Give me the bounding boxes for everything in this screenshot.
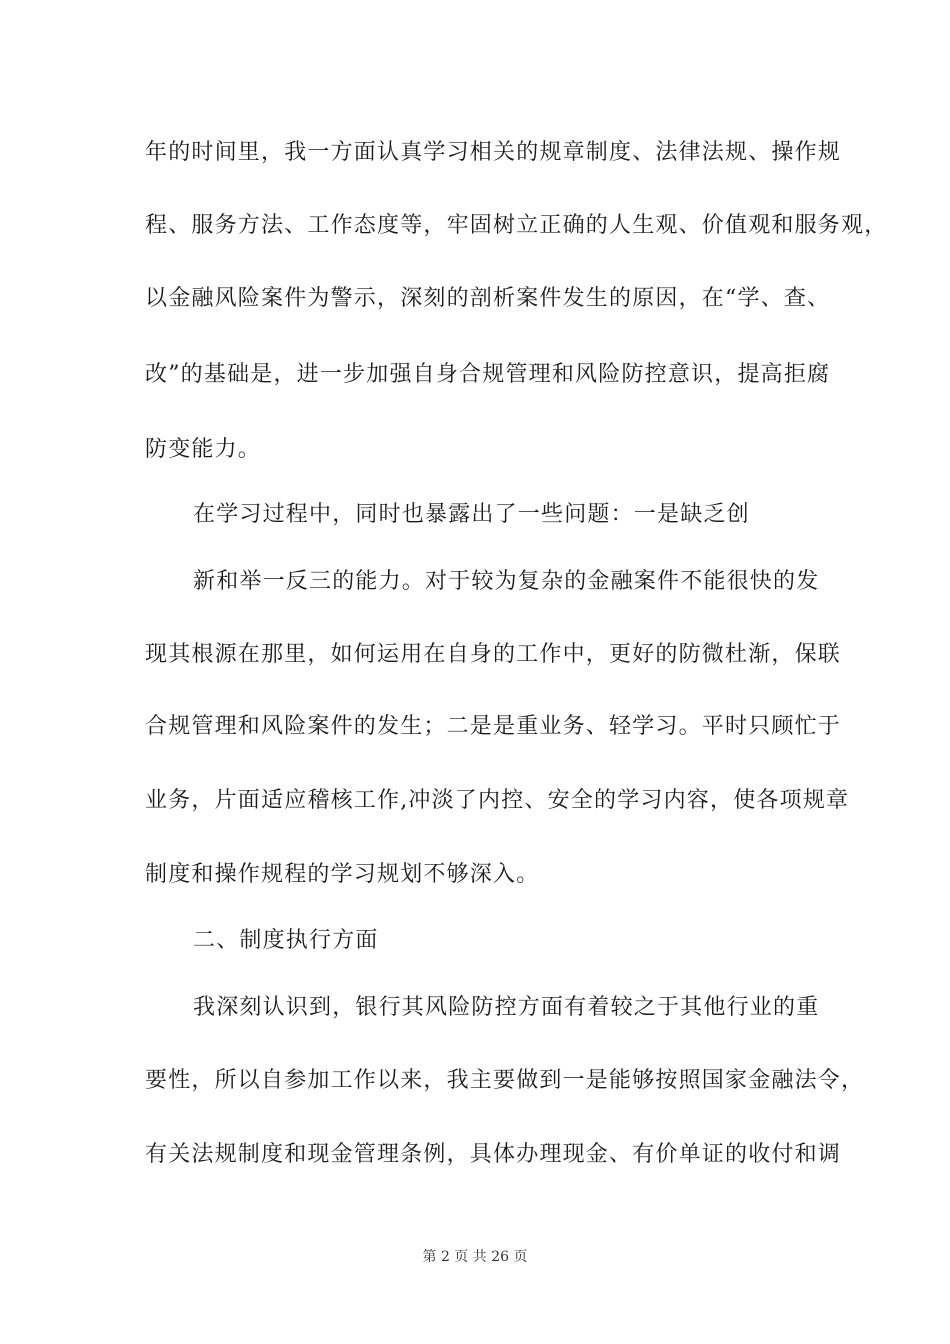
section-heading: 二、制度执行方面 xyxy=(193,928,379,953)
body-text-line: 有关法规制度和现金管理条例，具体办理现金、有价单证的收付和调 xyxy=(145,1142,842,1167)
body-text-line: 改”的基础是，进一步加强自身合规管理和风险防控意识，提高拒腐 xyxy=(145,362,831,387)
body-text-line: 业务，片面适应稽核工作,冲淡了内控、安全的学习内容，使各项规章 xyxy=(145,788,850,813)
body-text-line: 防变能力。 xyxy=(145,437,262,462)
body-text-line: 新和举一反三的能力。对于较为复杂的金融案件不能很快的发 xyxy=(193,569,820,594)
page-number-footer: 第 2 页 共 26 页 xyxy=(422,1249,528,1265)
body-text-line: 我深刻认识到，银行其风险防控方面有着较之于其他行业的重 xyxy=(193,995,820,1020)
body-text-line: 在学习过程中，同时也暴露出了一些问题：一是缺乏创 xyxy=(193,502,750,527)
body-text-line: 制度和操作规程的学习规划不够深入。 xyxy=(145,862,540,887)
body-text-line: 以金融风险案件为警示，深刻的剖析案件发生的原因，在“学、查、 xyxy=(145,286,831,311)
body-text-line: 程、服务方法、工作态度等，牢固树立正确的人生观、价值观和服务观， xyxy=(145,213,888,238)
body-text-line: 现其根源在那里，如何运用在自身的工作中，更好的防微杜渐，保联 xyxy=(145,642,842,667)
body-text-line: 合规管理和风险案件的发生；二是是重业务、轻学习。平时只顾忙于 xyxy=(145,714,842,739)
body-text-line: 年的时间里，我一方面认真学习相关的规章制度、法律法规、操作规 xyxy=(145,140,842,165)
body-text-line: 要性，所以自参加工作以来，我主要做到一是能够按照国家金融法令， xyxy=(145,1068,865,1093)
